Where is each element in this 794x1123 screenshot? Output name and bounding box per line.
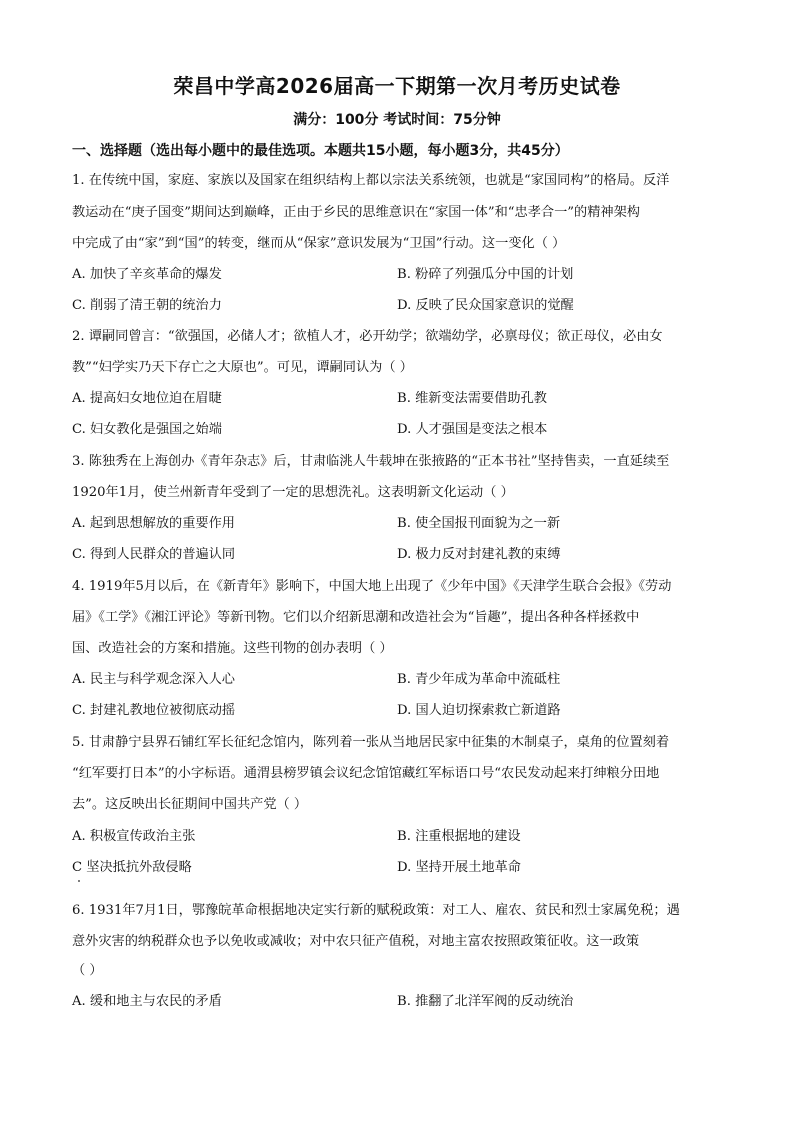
question-5-option-d[interactable]: D. 坚持开展土地革命 (397, 860, 521, 875)
question-1-option-c[interactable]: C. 削弱了清王朝的统治力 (72, 298, 222, 313)
question-4-option-b[interactable]: B. 青少年成为革命中流砥柱 (397, 672, 561, 687)
question-1-option-b[interactable]: B. 粉碎了列强瓜分中国的计划 (397, 267, 574, 282)
question-2-option-d[interactable]: D. 人才强国是变法之根本 (397, 422, 548, 437)
question-4-option-d[interactable]: D. 国人迫切探索救亡新道路 (397, 703, 561, 718)
question-4-line-1: 4. 1919年5月以后，在《新青年》影响下，中国大地上出现了《少年中国》《天津学生联合会报》《劳动 (72, 579, 672, 594)
question-6-line-1: 6. 1931年7月1日，鄂豫皖革命根据地决定实行新的赋税政策：对工人、雇农、贫民和烈士家属免税；遇 (72, 903, 680, 918)
question-3-line-2: 1920年1月，使兰州新青年受到了一定的思想洗礼。这表明新文化运动（ ） (72, 485, 514, 500)
question-1-line-1: 1. 在传统中国，家庭、家族以及国家在组织结构上都以宗法关系统领，也就是“家国同构”的格局。反洋 (72, 173, 670, 188)
question-4-line-2: 届》《工学》《湘江评论》等新刊物。它们以介绍新思潮和改造社会为“旨趣”，提出各种各样拯救中 (72, 610, 640, 625)
section-heading: 一、选择题（选出每小题中的最佳选项。本题共15小题，每小题3分，共45分） (72, 143, 569, 159)
exam-title: 荣昌中学高2026届高一下期第一次月考历史试卷 (173, 74, 621, 98)
question-6-line-3: （ ） (72, 963, 103, 978)
question-3-option-c[interactable]: C. 得到人民群众的普遍认同 (72, 547, 236, 562)
question-4-line-3: 国、改造社会的方案和措施。这些刊物的创办表明（ ） (72, 641, 393, 656)
question-2-option-a[interactable]: A. 提高妇女地位迫在眉睫 (72, 391, 222, 406)
question-1-option-a[interactable]: A. 加快了辛亥革命的爆发 (72, 267, 222, 282)
question-1-option-d[interactable]: D. 反映了民众国家意识的觉醒 (397, 298, 574, 313)
question-1-line-2: 教运动在“庚子国变”期间达到巅峰，正由于乡民的思维意识在“家国一体”和“忠孝合一”的精神架构 (72, 205, 640, 220)
question-5-line-2: “红军要打日本”的小字标语。通渭县榜罗镇会议纪念馆馆藏红军标语口号“农民发动起来打绅粮分田地 (72, 766, 660, 781)
question-3-option-b[interactable]: B. 使全国报刊面貌为之一新 (397, 516, 561, 531)
question-2-option-b[interactable]: B. 维新变法需要借助孔教 (397, 391, 547, 406)
stray-mark (78, 880, 80, 882)
exam-subtitle: 满分：100分 考试时间：75分钟 (293, 112, 501, 128)
question-1-line-3: 中完成了由“家”到“国”的转变，继而从“保家”意识发展为“卫国”行动。这一变化（ ） (72, 236, 566, 251)
question-5-line-1: 5. 甘肃静宁县界石铺红军长征纪念馆内，陈列着一张从当地居民家中征集的木制桌子，桌角的位置刻着 (72, 735, 670, 750)
question-2-line-2: 教”“妇学实乃天下存亡之大原也”。可见，谭嗣同认为（ ） (72, 360, 413, 375)
question-4-option-c[interactable]: C. 封建礼教地位被彻底动摇 (72, 703, 236, 718)
question-2-line-1: 2. 谭嗣同曾言：“欲强国，必储人才；欲植人才，必开幼学；欲端幼学，必禀母仪；欲正母仪，必由女 (72, 329, 663, 344)
question-5-option-c[interactable]: C 坚决抵抗外敌侵略 (72, 860, 192, 875)
question-6-line-2: 意外灾害的纳税群众也予以免收或减收；对中农只征产值税，对地主富农按照政策征收。这一政策 (72, 934, 640, 949)
question-5-line-3: 去”。这反映出长征期间中国共产党（ ） (72, 797, 308, 812)
question-6-option-a[interactable]: A. 缓和地主与农民的矛盾 (72, 994, 222, 1009)
question-4-option-a[interactable]: A. 民主与科学观念深入人心 (72, 672, 235, 687)
question-2-option-c[interactable]: C. 妇女教化是强国之始端 (72, 422, 222, 437)
question-3-option-a[interactable]: A. 起到思想解放的重要作用 (72, 516, 235, 531)
question-3-line-1: 3. 陈独秀在上海创办《青年杂志》后，甘肃临洮人牛载坤在张掖路的“正本书社”坚持售卖，一直延续至 (72, 454, 670, 469)
question-5-option-a[interactable]: A. 积极宣传政治主张 (72, 829, 196, 844)
question-6-option-b[interactable]: B. 推翻了北洋军阀的反动统治 (397, 994, 574, 1009)
question-5-option-b[interactable]: B. 注重根据地的建设 (397, 829, 521, 844)
question-3-option-d[interactable]: D. 极力反对封建礼教的束缚 (397, 547, 561, 562)
